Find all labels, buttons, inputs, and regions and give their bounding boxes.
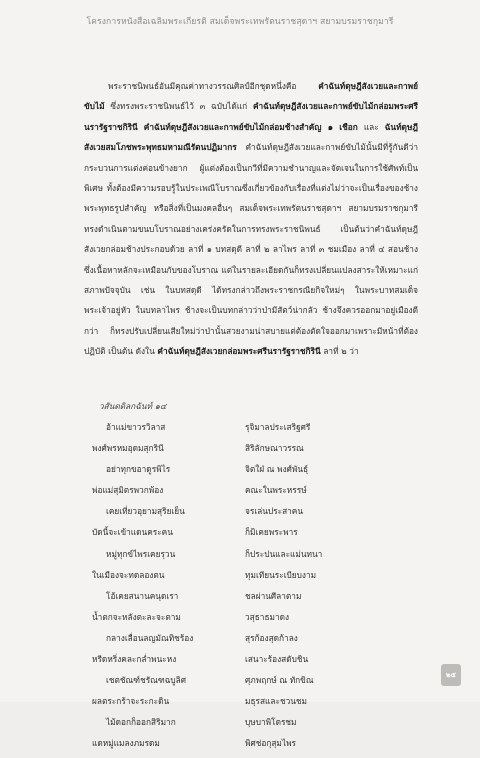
- verse-line: [92, 673, 412, 694]
- verse-left-half: เคยเที่ยวอุยามสุริยเย็น: [106, 506, 185, 517]
- verse-left-half: อย่าทุกขอาดูรพิไร: [106, 464, 171, 475]
- work-title-4: ฉันท์ดุษฎีสังเวยสมโภชพระพุทธมหามณีรัตนปฏิมากร: [84, 121, 418, 153]
- verse-left-half: ผลตระกร้าจะระกะดิน: [92, 696, 170, 707]
- verse-left-half: แดหมู่แมลงภมรดม: [92, 738, 160, 749]
- verse-left-half: น้ำตกจะหลังตะละจะตาม: [92, 611, 181, 622]
- verse-line: [92, 694, 412, 715]
- verse-line: [92, 610, 412, 631]
- verse-right-half: สิริลักษณาวรรณ: [245, 443, 304, 454]
- verse-line: [92, 589, 412, 610]
- verse-line: [92, 483, 412, 504]
- verse-line: [92, 462, 412, 483]
- verse-left-half: กลางเลื่อนลญมัณทิชร้อง: [106, 632, 194, 643]
- page-number-badge: ๒๕: [441, 664, 461, 686]
- verse-right-half: รุจิมาลประเสริฐศรี: [245, 422, 311, 432]
- main-text: [84, 76, 418, 362]
- verse-right-half: เสนาะร้องสดับชิน: [245, 654, 309, 665]
- verse-right-half: ก็มิเคยพระพาร: [245, 527, 298, 538]
- verse-line: [92, 736, 412, 757]
- verse-right-half: ชลผ่านศีลาตาม: [245, 590, 302, 601]
- verse-line: [92, 441, 412, 462]
- verse-right-half: มธุรสและชวนชม: [245, 696, 308, 707]
- verse-line: [92, 568, 412, 589]
- intro-paragraph: พระราชนิพนธ์อันมีคุณค่าทางวรรณศิลป์อีกชุดหนึ่งคือ คำฉันท์ดุษฎีสังเวยและกาพย์ขับไม้ ซึ่งทรงพระราชนิพนธ์ไว้ ๓ ฉบับได้แก่ คำฉันท์ดุษฎีสังเวยและกาพย์ขับไม้กล่อมพระศรีนรารัฐราชกิรินี คำฉันท์ดุษฎีสังเวยและกาพย์ขับไม้กล่อมช้างสำคัญ ๑ เชือก และ ฉันท์ดุษฎีสังเวยสมโภชพระพุทธมหามณีรัตนปฏิมากร คำฉันท์ดุษฎีสังเวยและกาพย์ขับไม้นั้นมีที่รู้กันดีว่ากระบวนการแต่งค่อนข้างยาก ผู้แต่งต้องเป็นกวีที่มีความชำนาญและจัดเจนในการใช้ศัพท์เป็นพิเศษ ทั้งต้องมีความรอบรู้ในประเพณีโบราณซึ่งเกี่ยวข้องกับเรื่องที่แต่งไม่ว่าจะเป็นเรื่องของช้าง พระพุทธรูปสำคัญ หรือสิ่งที่เป็นมงคลอื่นๆ สมเด็จพระเทพรัตนราชสุดาฯ สยามบรมราชกุมารีทรงดำเนินตามขนบโบราณอย่างเคร่งครัดในการทรงพระราชนิพนธ์ เป็นต้นว่าคำฉันท์ดุษฎีสังเวยกล่อมช้างประกอบด้วย ลาที่ ๑ บทสดุดี ลาที่ ๒ ลาไพร ลาที่ ๓ ชมเมือง ลาที่ ๔ สอนช้าง ซึ่งเนื้อหาหลักจะเหมือนกับของโบราณ แต่ในรายละเอียดกันก็ทรงเปลี่ยนแปลงสาระให้เหมาะแก่สภาพปัจจุบัน เช่น ในบทสดุดี ได้ทรงกล่าวถึงพระราชกรณียกิจใหม่ๆ ในพระบาทสมเด็จพระเจ้าอยู่หัว ในบทลาไพร ช้างจะเป็นบทกล่าวว่าป่ามีสัตว์น่ากลัว ช้างจึงควรออกมาอยู่เมืองดีกว่า ก็ทรงปรับเปลี่ยนเสียใหม่ว่าป่านั้นสวยงามน่าสบายแต่ต้องตัดใจออกมาเพราะมีหน้าที่ต้องปฏิบัติ เป็นต้น ดังใน คำฉันท์ดุษฎีสังเวยกล่อมพระศรีนรารัฐราชกิรินี ลาที่ ๒ ว่า: [84, 81, 418, 357]
- work-title-2: คำฉันท์ดุษฎีสังเวยและกาพย์ขับไม้กล่อมพระศรีนรารัฐราชกิรินี: [84, 101, 418, 132]
- verse-right-half: วสุธาธมาดง: [245, 611, 290, 622]
- verse-meter-label: วสันตดิลกฉันท์ ๑๔: [99, 401, 167, 411]
- verse-left-half: ไม้ดอกก็ออกสิริมาก: [106, 717, 176, 728]
- verse-right-half: สุรก้องสุดก้าลง: [245, 632, 298, 643]
- verse-line: [92, 504, 412, 525]
- verse-right-half: พิศช่อกุสุมไพร: [245, 738, 297, 749]
- verse-left-half: บัดนี้จะเข้าแดนคระคน: [92, 527, 173, 538]
- verse-left-half: หรีดหริ่งคละกล่ำพนะหง: [92, 654, 177, 665]
- verse-right-half: บุษบาพิโดรชม: [245, 717, 297, 728]
- verse-line: [92, 652, 412, 673]
- verse-right-half: ก็ประปนและแม่นทนา: [245, 548, 323, 559]
- verse-line: [92, 715, 412, 736]
- verse-left-half: พงศ์พรหมอุดมสุกรินี: [92, 443, 164, 454]
- work-title-5: คำฉันท์ดุษฎีสังเวยกล่อมพระศรีนรารัฐราชกิรินี: [157, 346, 321, 357]
- verse-right-half: จรเล่นประสาคน: [245, 506, 304, 517]
- verse-line: [92, 525, 412, 546]
- verse-left-half: ในเมืองจะทดลองตน: [92, 569, 165, 580]
- verse-right-half: จิตใฝ่ ณ พงศ์พันธุ์: [245, 464, 309, 475]
- verse-right-half: คณะในพระหรรษ์: [245, 485, 307, 496]
- verse-left-half: อ้าแม่ขาวรวิลาส: [106, 422, 166, 432]
- work-title-3: คำฉันท์ดุษฎีสังเวยและกาพย์ขับไม้กล่อมช้างสำคัญ ๑ เชือก: [143, 121, 358, 132]
- verse-line: [92, 547, 412, 568]
- verse-left-half: โอ้เคยสนานคนุดเรา: [106, 590, 179, 601]
- verse-line: [92, 420, 412, 441]
- verse-left-half: เชตชัณฑ์ชรัณฑฉบูลิศ: [106, 675, 187, 686]
- verse-left-half: หมู่ทุกข์ไพรเคยรุวน: [106, 548, 176, 559]
- verse-block: [92, 420, 412, 758]
- verse-right-half: ศุภพฤกษ์ ณ ทักขิณ: [245, 675, 314, 686]
- verse-right-half: ทุมเทียนระเบียบงาม: [245, 569, 317, 580]
- verse-line: [92, 631, 412, 652]
- running-header: โครงการหนังสือเฉลิมพระเกียรติ สมเด็จพระเทพรัตนราชสุดาฯ สยามบรมราชกุมารี: [86, 17, 394, 27]
- work-title-1: คำฉันท์ดุษฎีสังเวยและกาพย์ขับไม้: [84, 81, 418, 112]
- verse-left-half: พ่อแม่สุมิตรพวกพ้อง: [92, 485, 164, 496]
